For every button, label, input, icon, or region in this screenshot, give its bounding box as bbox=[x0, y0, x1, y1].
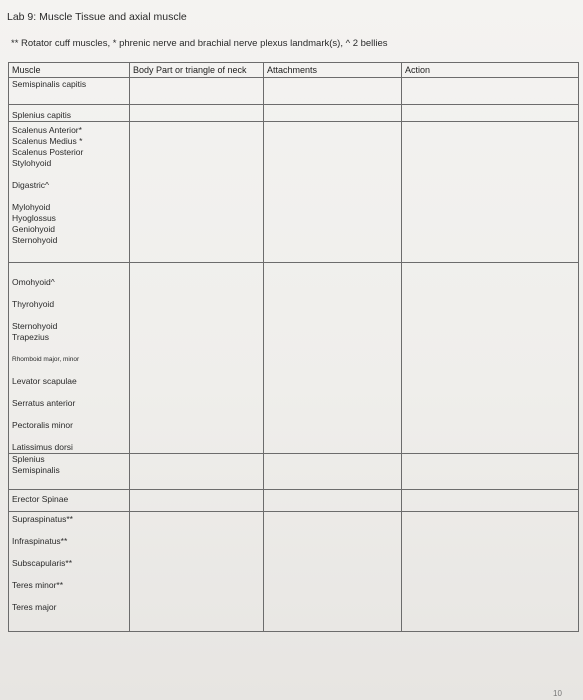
attachments-cell[interactable] bbox=[264, 105, 402, 122]
muscle-cell bbox=[9, 512, 130, 632]
muscle-name bbox=[12, 288, 129, 299]
table-row bbox=[9, 122, 579, 263]
muscle-name: Semispinalis bbox=[12, 465, 60, 475]
page-number: 10 bbox=[553, 689, 562, 698]
muscle-name: Semispinalis capitis bbox=[12, 79, 87, 89]
muscle-name: Geniohyoid bbox=[12, 224, 56, 234]
attachments-cell[interactable] bbox=[264, 78, 402, 105]
muscle-name bbox=[12, 569, 129, 580]
col-header-attachments: Attachments bbox=[264, 63, 402, 78]
body-part-cell[interactable] bbox=[130, 78, 264, 105]
attachments-cell[interactable] bbox=[264, 454, 402, 490]
muscle-name bbox=[12, 387, 129, 398]
body-part-cell[interactable] bbox=[130, 490, 264, 512]
muscle-name: Rhomboid major, minor bbox=[12, 356, 80, 363]
table-row bbox=[9, 454, 579, 490]
muscle-name bbox=[12, 310, 129, 321]
table-header-row bbox=[9, 63, 579, 78]
muscle-name bbox=[12, 169, 129, 180]
muscle-name: Teres major bbox=[12, 602, 57, 612]
muscle-name bbox=[12, 266, 129, 277]
muscle-name: Infraspinatus** bbox=[12, 536, 68, 546]
muscle-name bbox=[12, 191, 129, 202]
table-row bbox=[9, 105, 579, 122]
action-cell[interactable] bbox=[402, 105, 579, 122]
muscle-name: Erector Spinae bbox=[12, 494, 69, 504]
muscle-name: Stylohyoid bbox=[12, 158, 52, 168]
muscle-name: Splenius bbox=[12, 454, 45, 464]
muscle-name: Pectoralis minor bbox=[12, 420, 73, 430]
muscle-name: Scalenus Posterior bbox=[12, 147, 84, 157]
muscle-name: Hyoglossus bbox=[12, 213, 56, 223]
muscle-cell bbox=[9, 490, 130, 512]
action-cell[interactable] bbox=[402, 454, 579, 490]
muscle-name bbox=[12, 365, 129, 376]
action-cell[interactable] bbox=[402, 122, 579, 263]
muscle-name: Supraspinatus** bbox=[12, 514, 73, 524]
muscle-name bbox=[12, 409, 129, 420]
body-part-cell[interactable] bbox=[130, 512, 264, 632]
muscle-cell bbox=[9, 78, 130, 105]
muscle-cell bbox=[9, 454, 130, 490]
action-cell[interactable] bbox=[402, 490, 579, 512]
table-row bbox=[9, 263, 579, 454]
col-header-action: Action bbox=[402, 63, 579, 78]
muscle-table bbox=[8, 62, 579, 632]
page-title: Lab 9: Muscle Tissue and axial muscle bbox=[7, 11, 187, 23]
action-cell[interactable] bbox=[402, 78, 579, 105]
muscle-name: Digastric^ bbox=[12, 180, 50, 190]
muscle-name: Levator scapulae bbox=[12, 376, 77, 386]
muscle-name: Teres minor** bbox=[12, 580, 64, 590]
attachments-cell[interactable] bbox=[264, 490, 402, 512]
muscle-name: Omohyoid^ bbox=[12, 277, 55, 287]
muscle-name: Subscapularis** bbox=[12, 558, 73, 568]
table-row bbox=[9, 512, 579, 632]
muscle-name: Sternohyoid bbox=[12, 321, 58, 331]
body-part-cell[interactable] bbox=[130, 263, 264, 454]
col-header-muscle: Muscle bbox=[9, 63, 130, 78]
muscle-name: Trapezius bbox=[12, 332, 50, 342]
muscle-name bbox=[12, 525, 129, 536]
muscle-name: Splenius capitis bbox=[12, 110, 72, 120]
col-header-body-part: Body Part or triangle of neck bbox=[130, 63, 264, 78]
action-cell[interactable] bbox=[402, 512, 579, 632]
muscle-name: Scalenus Medius * bbox=[12, 136, 83, 146]
muscle-name: Latissimus dorsi bbox=[12, 442, 73, 452]
attachments-cell[interactable] bbox=[264, 122, 402, 263]
muscle-name bbox=[12, 343, 129, 354]
muscle-cell bbox=[9, 122, 130, 263]
muscle-name bbox=[12, 547, 129, 558]
attachments-cell[interactable] bbox=[264, 512, 402, 632]
muscle-name: Serratus anterior bbox=[12, 398, 76, 408]
legend-note: ** Rotator cuff muscles, * phrenic nerve and brachial nerve plexus landmark(s), ^ 2 bellies bbox=[11, 38, 388, 49]
muscle-name: Scalenus Anterior* bbox=[12, 125, 82, 135]
muscle-name: Sternohyoid bbox=[12, 235, 58, 245]
muscle-name bbox=[12, 591, 129, 602]
muscle-name bbox=[12, 431, 129, 442]
body-part-cell[interactable] bbox=[130, 105, 264, 122]
body-part-cell[interactable] bbox=[130, 454, 264, 490]
attachments-cell[interactable] bbox=[264, 263, 402, 454]
body-part-cell[interactable] bbox=[130, 122, 264, 263]
table-row bbox=[9, 78, 579, 105]
muscle-cell bbox=[9, 263, 130, 454]
muscle-name: Thyrohyoid bbox=[12, 299, 55, 309]
muscle-name: Mylohyoid bbox=[12, 202, 51, 212]
action-cell[interactable] bbox=[402, 263, 579, 454]
muscle-cell bbox=[9, 105, 130, 122]
table-row bbox=[9, 490, 579, 512]
